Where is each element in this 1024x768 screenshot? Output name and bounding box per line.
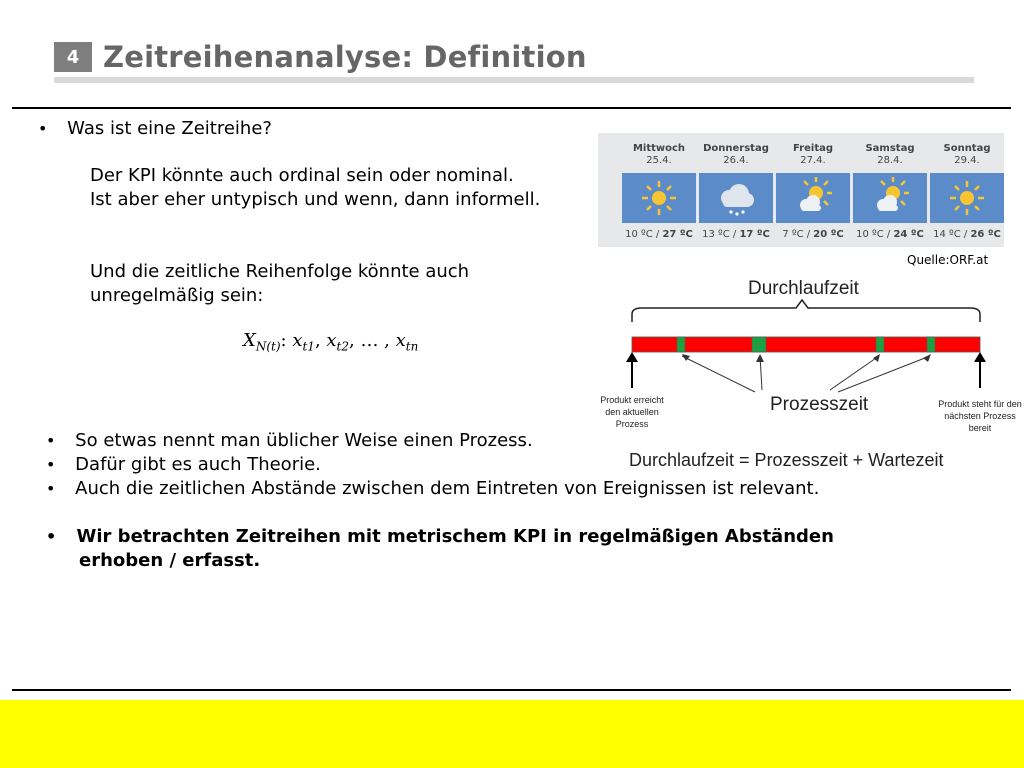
prozesszeit-label: Prozesszeit [770, 394, 869, 415]
bullet-bold: • Wir betrachten Zeitreihen mit metrischem KPI in regelmäßigen Abständen [46, 526, 834, 547]
bullet-question [38, 117, 272, 141]
svg-text:den aktuellen: den aktuellen [605, 407, 659, 417]
svg-text:bereit: bereit [968, 423, 992, 433]
weather-day-4: Samstag 28.4. 10 ºC / 24 ºC [853, 139, 927, 243]
sun-icon [622, 173, 696, 223]
bullet-bold-line2: erhoben / erfasst. [79, 550, 261, 571]
weather-day-2: Donnerstag 26.4. 13 ºC / 17 ºC [699, 139, 773, 243]
para1-line2: Ist aber eher untypisch und wenn, dann informell. [90, 189, 541, 210]
process-segment-1 [677, 337, 685, 352]
arrow-up-right [974, 352, 986, 362]
top-divider [12, 107, 1011, 109]
process-segment-3 [876, 337, 884, 352]
process-diagram [590, 270, 1024, 480]
durchlaufzeit-label: Durchlaufzeit [748, 278, 859, 299]
svg-text:Produkt erreicht: Produkt erreicht [600, 395, 664, 405]
slide-number-badge: 4 [54, 42, 92, 72]
image-source: Quelle:ORF.at [907, 253, 989, 267]
question-text: Was ist eine Zeitreihe? [67, 118, 272, 139]
weather-day-3: Freitag 27.4. 7 ºC / 20 ºC [776, 139, 850, 243]
sun-cloud-icon [776, 173, 850, 223]
sun-cloud-icon [853, 173, 927, 223]
brace-bracket [632, 300, 980, 322]
formula: $X_{N(t)}$: $x_{t1}$, $x_{t2}$, … , $x_{tn}$ [243, 330, 419, 354]
process-segment-2 [752, 337, 766, 352]
bottom-divider [12, 689, 1011, 691]
bullet-dot: • [38, 119, 48, 138]
weather-day-1: Mittwoch 25.4. 10 ºC / 27 ºC [622, 139, 696, 243]
arrow-up-left [626, 352, 638, 362]
footer-bar [0, 700, 1024, 768]
bullet-theory: • Dafür gibt es auch Theorie. [46, 454, 321, 475]
weather-day-5: Sonntag 29.4. 14 ºC / 26 ºC [930, 139, 1004, 243]
weather-forecast-image [598, 133, 1004, 247]
para2-line2: unregelmäßig sein: [90, 285, 264, 306]
cloud-rain-icon [699, 173, 773, 223]
sun-icon [930, 173, 1004, 223]
equation: Durchlaufzeit = Prozesszeit + Wartezeit [629, 450, 944, 470]
slide-title: Zeitreihenanalyse: Definition [103, 40, 587, 74]
svg-text:nächsten Prozess: nächsten Prozess [944, 411, 1016, 421]
svg-text:Prozess: Prozess [615, 419, 649, 429]
svg-text:Produkt steht für den: Produkt steht für den [938, 399, 1022, 409]
title-underline [54, 77, 974, 83]
bullet-process: • So etwas nennt man üblicher Weise einen Prozess. [46, 430, 533, 451]
bullet-intervals: • Auch die zeitlichen Abstände zwischen dem Eintreten von Ereignissen ist relevant. [46, 478, 820, 499]
process-segment-4 [927, 337, 935, 352]
para2-line1: Und die zeitliche Reihenfolge könnte auch [90, 261, 470, 282]
para1-line1: Der KPI könnte auch ordinal sein oder nominal. [90, 165, 514, 186]
